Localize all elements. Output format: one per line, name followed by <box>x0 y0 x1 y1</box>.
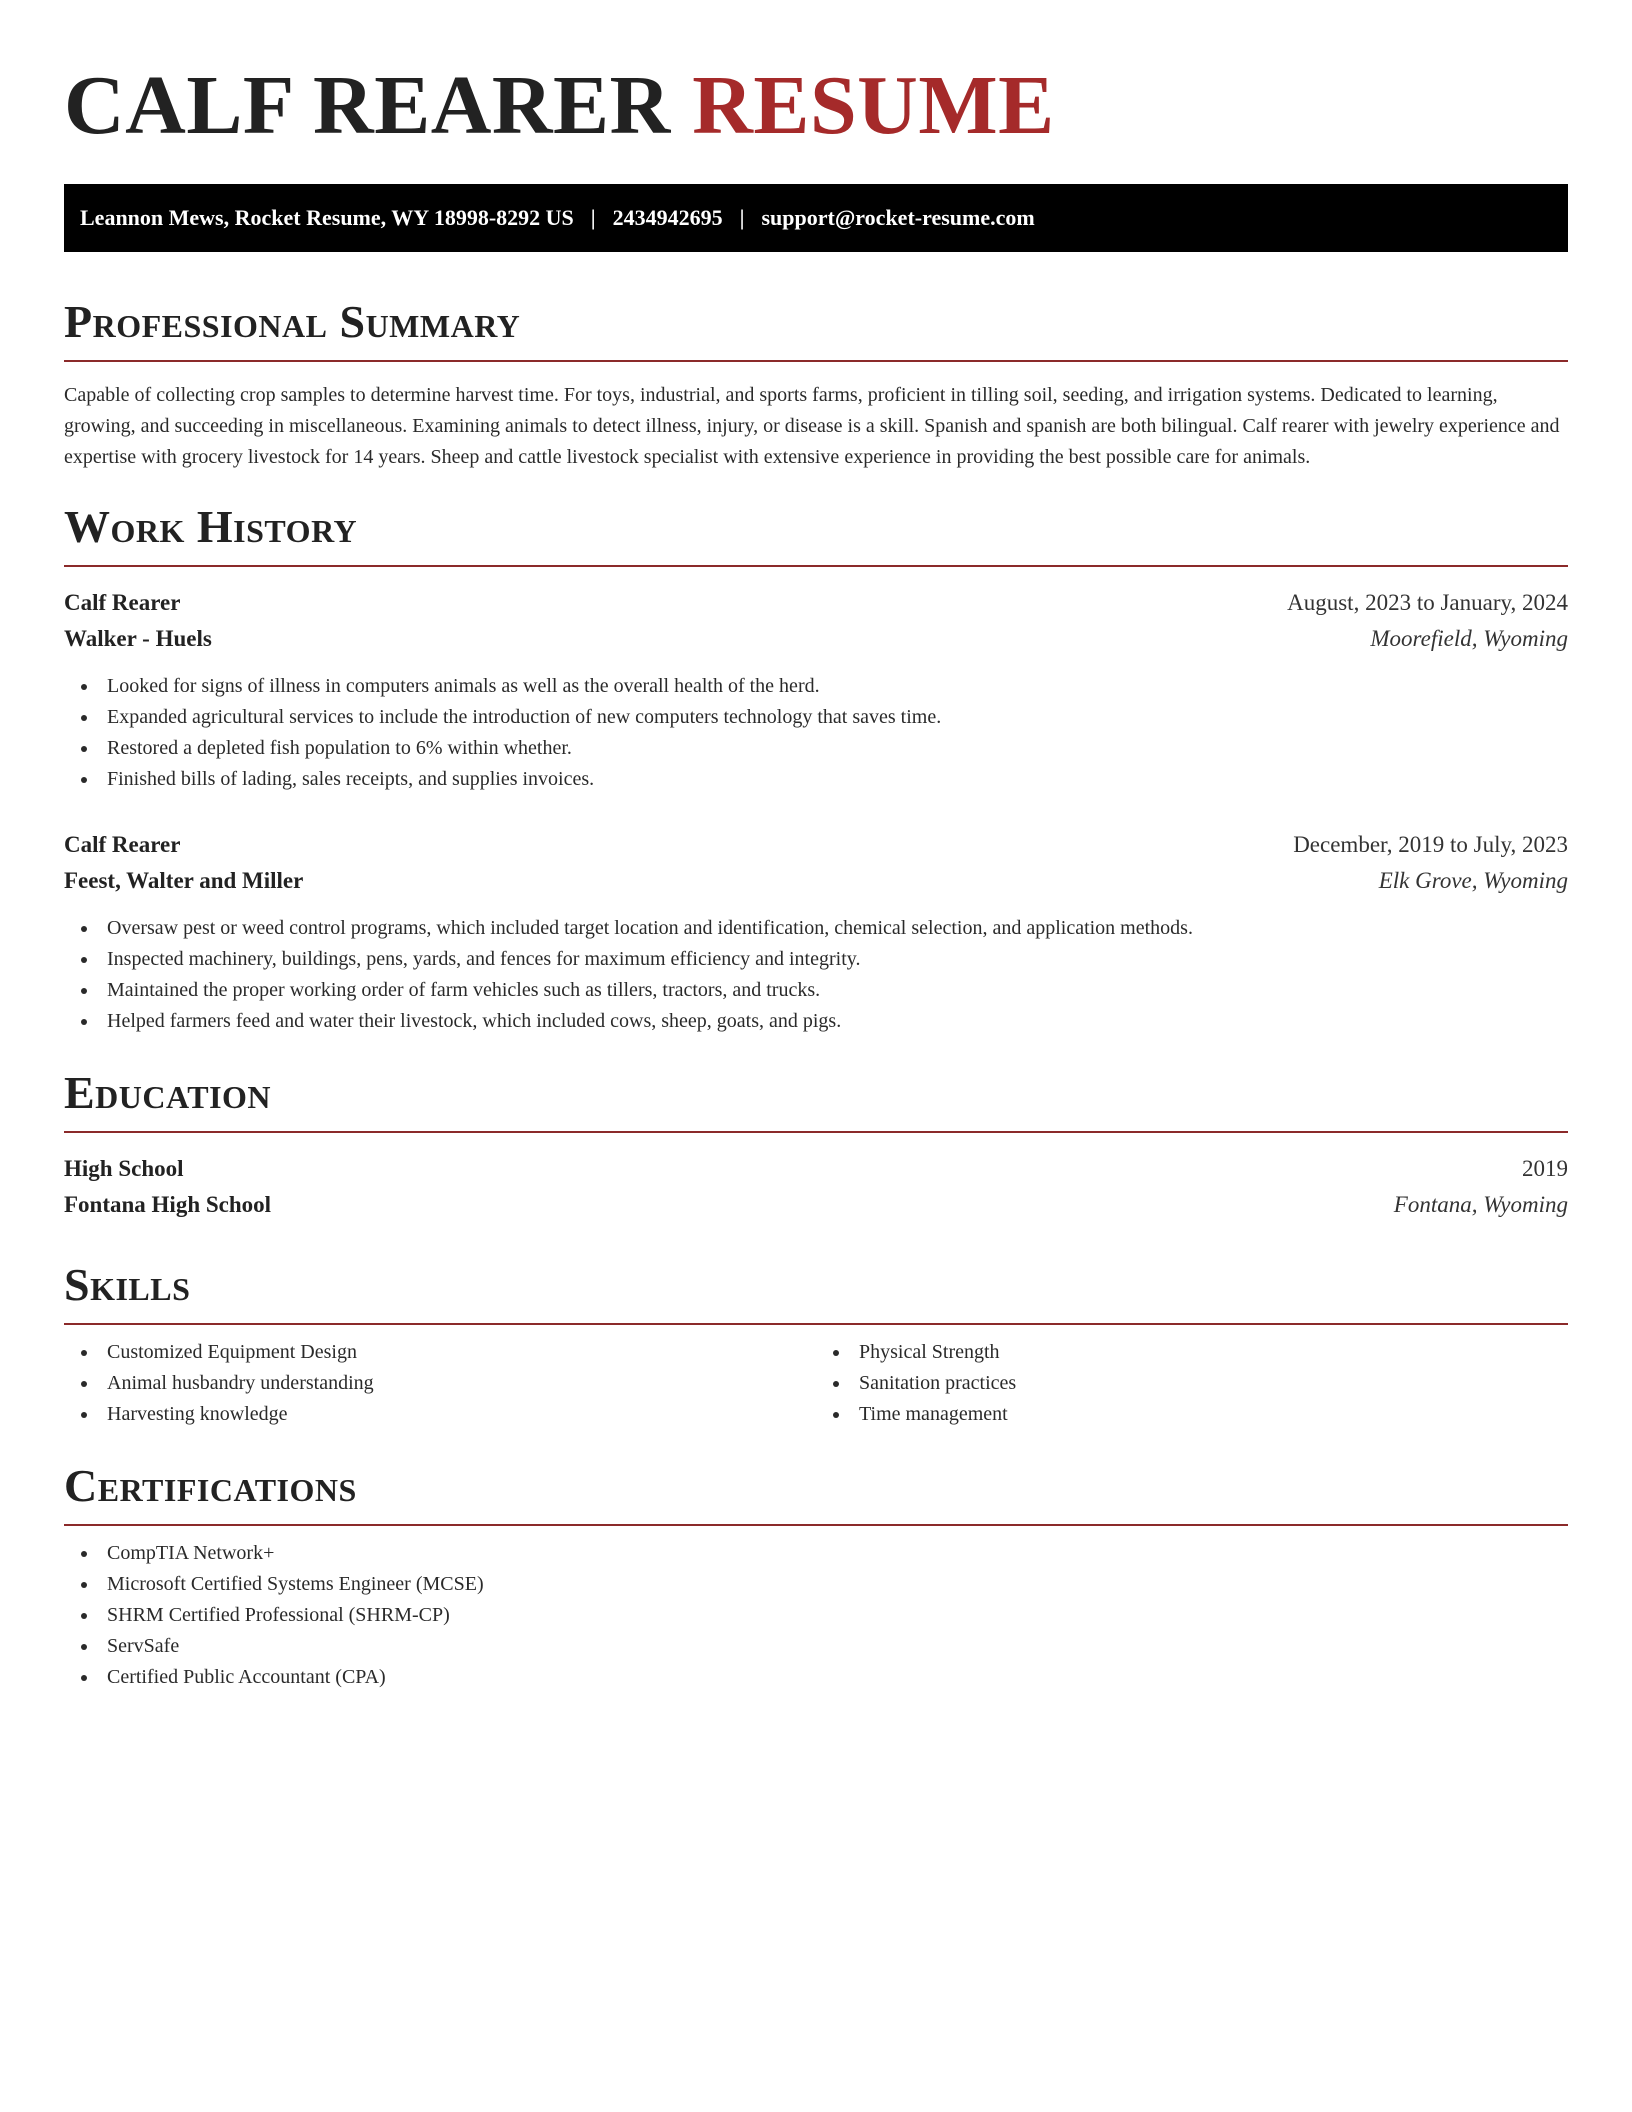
section-divider <box>64 360 1568 362</box>
list-item: Expanded agricultural services to include the introduction of new computers technology that saves time. <box>107 702 1568 733</box>
job-bullets <box>64 913 1568 1037</box>
education-school-row <box>64 1187 1568 1223</box>
education-school: Fontana High School <box>64 1192 272 1217</box>
education-entry <box>64 1151 1568 1223</box>
list-item: Inspected machinery, buildings, pens, yards, and fences for maximum efficiency and integrity. <box>107 944 1568 975</box>
job-title: Calf Rearer <box>64 590 181 615</box>
section-divider <box>64 565 1568 567</box>
job-location: Moorefield, Wyoming <box>1370 626 1568 651</box>
job-header-row <box>64 585 1568 621</box>
education-degree: High School <box>64 1156 184 1181</box>
summary-section <box>64 294 1568 473</box>
list-item: SHRM Certified Professional (SHRM-CP) <box>107 1600 1568 1631</box>
list-item: Physical Strength <box>859 1337 1568 1368</box>
section-heading: Skills <box>64 1259 191 1310</box>
job-bullets <box>64 671 1568 795</box>
contact-phone: 2434942695 <box>612 205 723 230</box>
job-company-row <box>64 863 1568 899</box>
summary-text: Capable of collecting crop samples to determine harvest time. For toys, industrial, and sports farms, proficient in tilling soil, seeding, and irrigation systems. Dedicated to learning, growing, and succeeding in miscellaneous. Examining animals to detect illness, injury, or disease is a skill. Spanish and spanish are both bilingual. Calf rearer with jewelry experience and expertise with grocery livestock for 14 years. Sheep and cattle livestock specialist with extensive experience in providing the best possible care for animals. <box>64 384 1560 468</box>
section-divider <box>64 1131 1568 1133</box>
list-item: CompTIA Network+ <box>107 1538 1568 1569</box>
skills-section <box>64 1257 1568 1430</box>
contact-address: Leannon Mews, Rocket Resume, WY 18998-8292 US <box>80 205 574 230</box>
list-item: Harvesting knowledge <box>107 1399 816 1430</box>
job-title: Calf Rearer <box>64 832 181 857</box>
education-section <box>64 1065 1568 1223</box>
section-heading: Professional Summary <box>64 296 521 347</box>
list-item: Time management <box>859 1399 1568 1430</box>
list-item: Restored a depleted fish population to 6% within whether. <box>107 733 1568 764</box>
list-item: Finished bills of lading, sales receipts, and supplies invoices. <box>107 764 1568 795</box>
section-heading: Education <box>64 1067 272 1118</box>
contact-separator: | <box>739 205 745 230</box>
section-divider <box>64 1323 1568 1325</box>
certifications-list <box>64 1538 1568 1693</box>
contact-separator: | <box>590 205 596 230</box>
list-item: Microsoft Certified Systems Engineer (MCSE) <box>107 1569 1568 1600</box>
job-entry <box>64 585 1568 795</box>
resume-title <box>64 58 1568 154</box>
title-accent: RESUME <box>692 59 1055 152</box>
list-item: ServSafe <box>107 1631 1568 1662</box>
job-company: Feest, Walter and Miller <box>64 868 304 893</box>
job-dates: December, 2019 to July, 2023 <box>1293 832 1568 857</box>
list-item: Oversaw pest or weed control programs, which included target location and identification, chemical selection, and application methods. <box>107 913 1568 944</box>
job-entry <box>64 827 1568 1037</box>
contact-email: support@rocket-resume.com <box>761 205 1035 230</box>
skills-list-left <box>64 1337 816 1430</box>
skills-list-right <box>816 1337 1568 1430</box>
contact-bar <box>64 184 1568 252</box>
education-year: 2019 <box>1522 1156 1568 1181</box>
list-item: Looked for signs of illness in computers animals as well as the overall health of the herd. <box>107 671 1568 702</box>
list-item: Certified Public Accountant (CPA) <box>107 1662 1568 1693</box>
list-item: Animal husbandry understanding <box>107 1368 816 1399</box>
list-item: Maintained the proper working order of farm vehicles such as tillers, tractors, and trucks. <box>107 975 1568 1006</box>
education-location: Fontana, Wyoming <box>1393 1192 1568 1217</box>
job-company: Walker - Huels <box>64 626 212 651</box>
job-header-row <box>64 827 1568 863</box>
title-main: CALF REARER <box>64 59 671 152</box>
certifications-section <box>64 1458 1568 1693</box>
list-item: Helped farmers feed and water their livestock, which included cows, sheep, goats, and pigs. <box>107 1006 1568 1037</box>
list-item: Customized Equipment Design <box>107 1337 816 1368</box>
section-heading: Certifications <box>64 1460 357 1511</box>
section-divider <box>64 1524 1568 1526</box>
section-heading: Work History <box>64 501 358 552</box>
job-dates: August, 2023 to January, 2024 <box>1287 590 1568 615</box>
job-location: Elk Grove, Wyoming <box>1378 868 1568 893</box>
skills-grid <box>64 1337 1568 1430</box>
job-company-row <box>64 621 1568 657</box>
work-history-section <box>64 499 1568 1037</box>
education-header-row <box>64 1151 1568 1187</box>
list-item: Sanitation practices <box>859 1368 1568 1399</box>
